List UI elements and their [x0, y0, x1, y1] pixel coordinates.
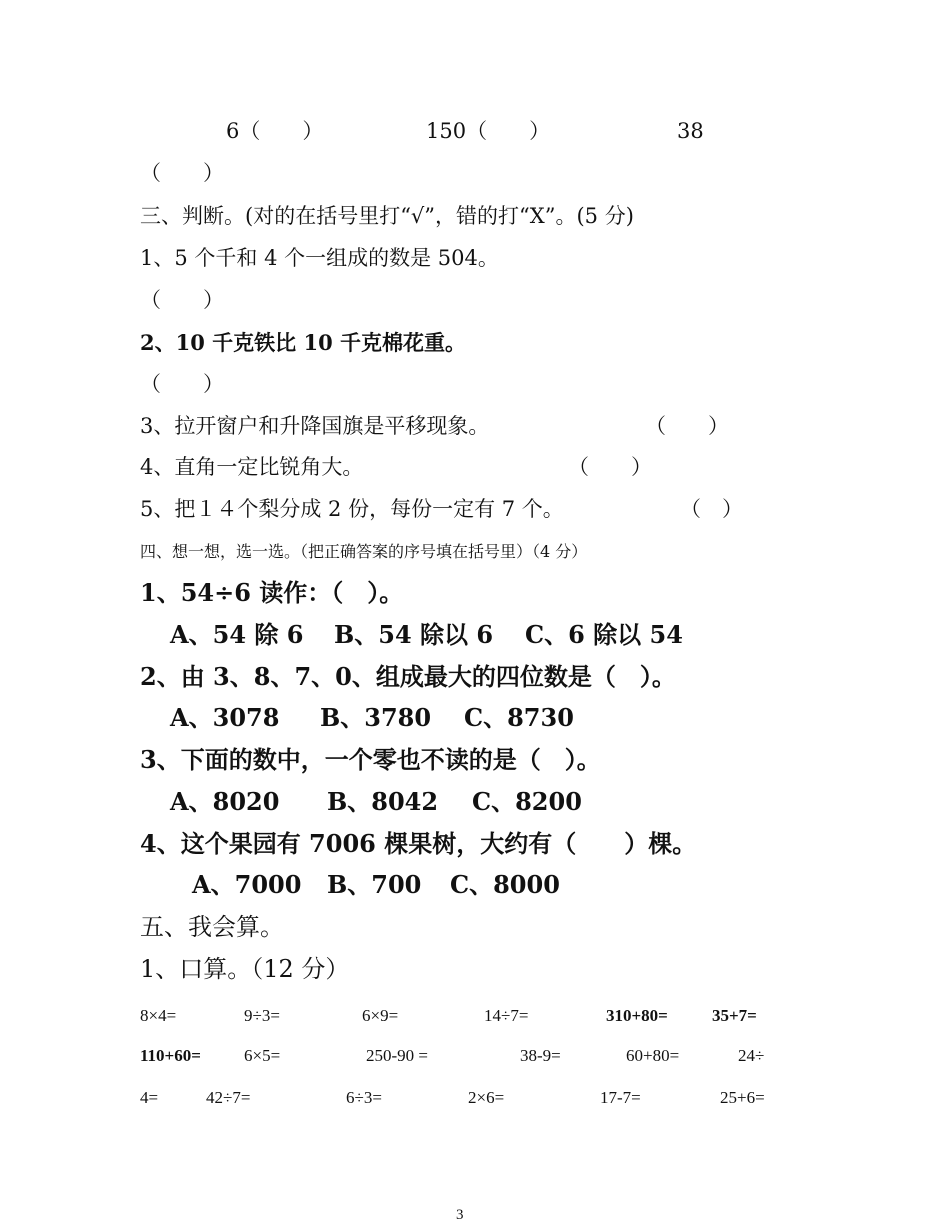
fill-item-38-paren: （ ） [140, 161, 224, 185]
section4-q2: 2、由 3、8、7、0、组成最大的四位数是（ ）。 [140, 662, 676, 691]
section3-q4-paren: （ ） [568, 455, 652, 479]
calc-r2-c1: 110+60= [140, 1046, 201, 1065]
section4-title: 四、想一想，选一选。（把正确答案的序号填在括号里）（4 分） [140, 542, 588, 561]
section3-q5: 5、把１４个梨分成 2 份，每份一定有 7 个。 [140, 497, 564, 521]
section4-q4-option-a: A、7000 [192, 870, 302, 899]
calc-r3-c3: 6÷3= [346, 1088, 382, 1107]
page-number: 3 [456, 1207, 464, 1223]
calc-r2-c5: 60+80= [626, 1046, 680, 1065]
calc-r2-c4: 38-9= [520, 1046, 561, 1065]
calc-r1-c6: 35+7= [712, 1006, 757, 1025]
section5-title: 五、我会算。 [140, 913, 284, 941]
calc-r1-c1: 8×4= [140, 1006, 177, 1025]
section3-q2: 2、10 千克铁比 10 千克棉花重。 [140, 330, 466, 355]
calc-r2-c3: 250-90 = [366, 1046, 428, 1065]
calc-r1-c2: 9÷3= [244, 1006, 280, 1025]
section4-q2-option-a: A、3078 [170, 703, 280, 732]
calc-r2-c2: 6×5= [244, 1046, 281, 1065]
section4-q1-option-c: C、6 除以 54 [525, 620, 683, 649]
section4-q3-option-b: B、8042 [327, 787, 439, 816]
section4-q2-option-c: C、8730 [464, 703, 574, 732]
calc-r3-c5: 17-7= [600, 1088, 641, 1107]
section3-q4: 4、直角一定比锐角大。 [140, 455, 364, 479]
section4-q2-option-b: B、3780 [320, 703, 432, 732]
section4-q4: 4、这个果园有 7006 棵果树，大约有（ ）棵。 [140, 829, 697, 858]
section3-q2-paren: （ ） [140, 372, 224, 396]
section4-q3-option-c: C、8200 [472, 787, 582, 816]
section4-q1-option-a: A、54 除 6 [170, 620, 304, 649]
fill-item-150: 150（ ） [426, 119, 551, 143]
calc-r1-c5: 310+80= [606, 1006, 668, 1025]
calc-r3-c2: 42÷7= [206, 1088, 251, 1107]
fill-item-38: 38 [677, 119, 704, 143]
section4-q3-option-a: A、8020 [170, 787, 280, 816]
calc-r3-c4: 2×6= [468, 1088, 505, 1107]
section3-q1: 1、5 个千和 4 个一组成的数是 504。 [140, 246, 499, 270]
section4-q4-option-c: C、8000 [450, 870, 560, 899]
section5-sub1: 1、口算。（12 分） [140, 955, 350, 983]
calc-r3-c6: 25+6= [720, 1088, 765, 1107]
section4-q1-option-b: B、54 除以 6 [334, 620, 494, 649]
section3-q3-paren: （ ） [645, 414, 729, 438]
calc-r1-c4: 14÷7= [484, 1006, 529, 1025]
section3-title: 三、判断。(对的在括号里打“√”，错的打“X”。(5 分) [140, 204, 634, 228]
section3-q3: 3、拉开窗户和升降国旗是平移现象。 [140, 414, 490, 438]
fill-item-6: 6（ ） [226, 119, 324, 143]
section4-q1: 1、54÷6 读作：（ ）。 [140, 578, 404, 607]
section3-q1-paren: （ ） [140, 288, 224, 312]
calc-r1-c3: 6×9= [362, 1006, 399, 1025]
calc-r2-c6: 24÷ [738, 1046, 765, 1065]
section4-q4-option-b: B、700 [327, 870, 422, 899]
section3-q5-paren: （ ） [680, 497, 743, 521]
calc-r3-c1: 4= [140, 1088, 159, 1107]
section4-q3: 3、下面的数中，一个零也不读的是（ ）。 [140, 745, 601, 774]
